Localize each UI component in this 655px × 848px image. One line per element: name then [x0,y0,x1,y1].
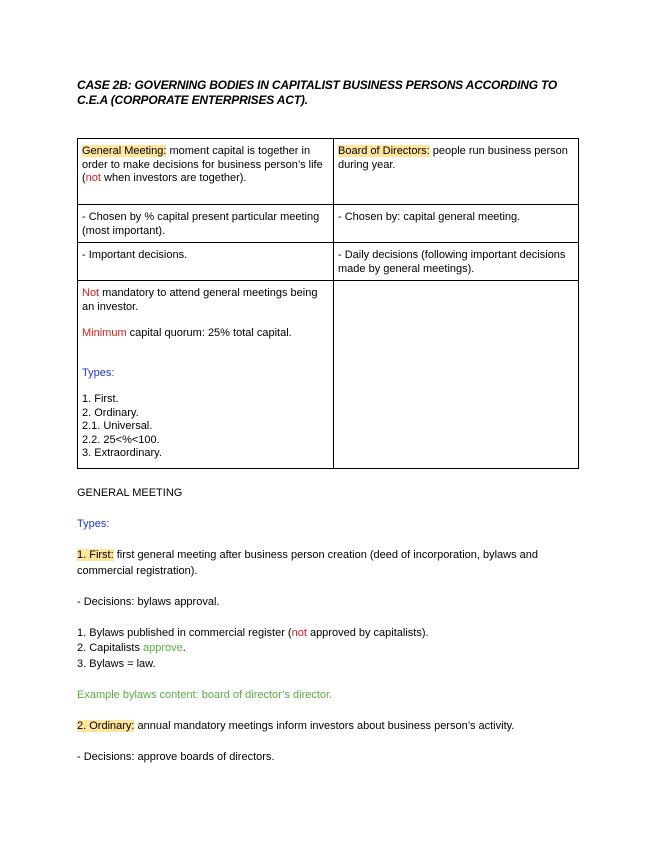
comparison-table [77,138,579,469]
table-row [78,205,579,243]
page-title: CASE 2B: GOVERNING BODIES IN CAPITALIST BUSINESS PERSONS ACCORDING TO C.E.A (CORPORATE ENTERPRISES ACT). [77,78,558,107]
list-item [77,641,579,657]
highlighted-term: 1. First: [77,549,114,561]
table-row [78,281,579,469]
paragraph-text: 1. Bylaws published in commercial register ( [77,626,292,639]
document-body [77,486,579,765]
cell-text: people run business person during year. [338,145,568,171]
example-text: Example bylaws content: board of director’s director. [77,688,333,701]
cell-text: moment capital is together in order to make decisions for business person’s life ( [82,145,323,184]
table-cell: - Chosen by: capital general meeting. [334,205,579,243]
table-row [78,139,579,205]
table-cell: - Important decisions. [78,243,334,281]
paragraph-text: . [182,642,186,654]
table-cell [78,281,334,469]
highlighted-term: General Meeting: [82,145,167,157]
cell-text: when investors are together). [100,172,247,184]
types-label: Types: [82,366,115,379]
paragraph-text: 2. Capitalists [77,642,144,654]
paragraph: - Decisions: bylaws approval. [77,595,220,608]
paragraph-text: approved by capitalists). [306,626,429,639]
red-text: not [291,626,307,639]
table-cell: - Chosen by % capital present particular meeting (most important). [78,205,334,243]
table-cell [334,281,579,469]
list-item: 3. Bylaws = law. [77,657,156,670]
table-cell [78,139,334,205]
red-text: Not [82,287,100,299]
list-item: 2. Ordinary. [82,406,139,419]
list-item: 3. Extraordinary. [82,447,162,459]
list-item: 2.2. 25<%<100. [82,433,160,446]
paragraph [77,548,579,579]
paragraph-text: first general meeting after business person creation (deed of incorporation, bylaws and commercial registration). [77,549,539,577]
red-text: Minimum [82,327,127,339]
paragraph [77,719,579,735]
document-page [77,78,579,765]
table-row [78,243,579,281]
list-item [77,626,579,642]
table-cell [334,139,579,205]
table-cell: - Daily decisions (following important decisions made by general meetings). [334,243,579,281]
red-text: not [85,172,101,184]
cell-text: capital quorum: 25% total capital. [126,327,292,339]
paragraph: - Decisions: approve boards of directors. [77,750,275,763]
list-item: 2.1. Universal. [82,420,153,432]
cell-text: mandatory to attend general meetings being an investor. [82,287,318,313]
cell-paragraph [82,287,328,314]
green-text: approve [143,642,183,654]
types-label: Types: [77,518,110,530]
section-heading: GENERAL MEETING [77,487,183,499]
paragraph-text: annual mandatory meetings inform investors about business person’s activity. [134,719,515,732]
list-item: 1. First. [82,393,119,405]
cell-paragraph [82,327,328,341]
highlighted-term: 2. Ordinary: [77,719,135,732]
highlighted-term: Board of Directors: [338,145,430,157]
